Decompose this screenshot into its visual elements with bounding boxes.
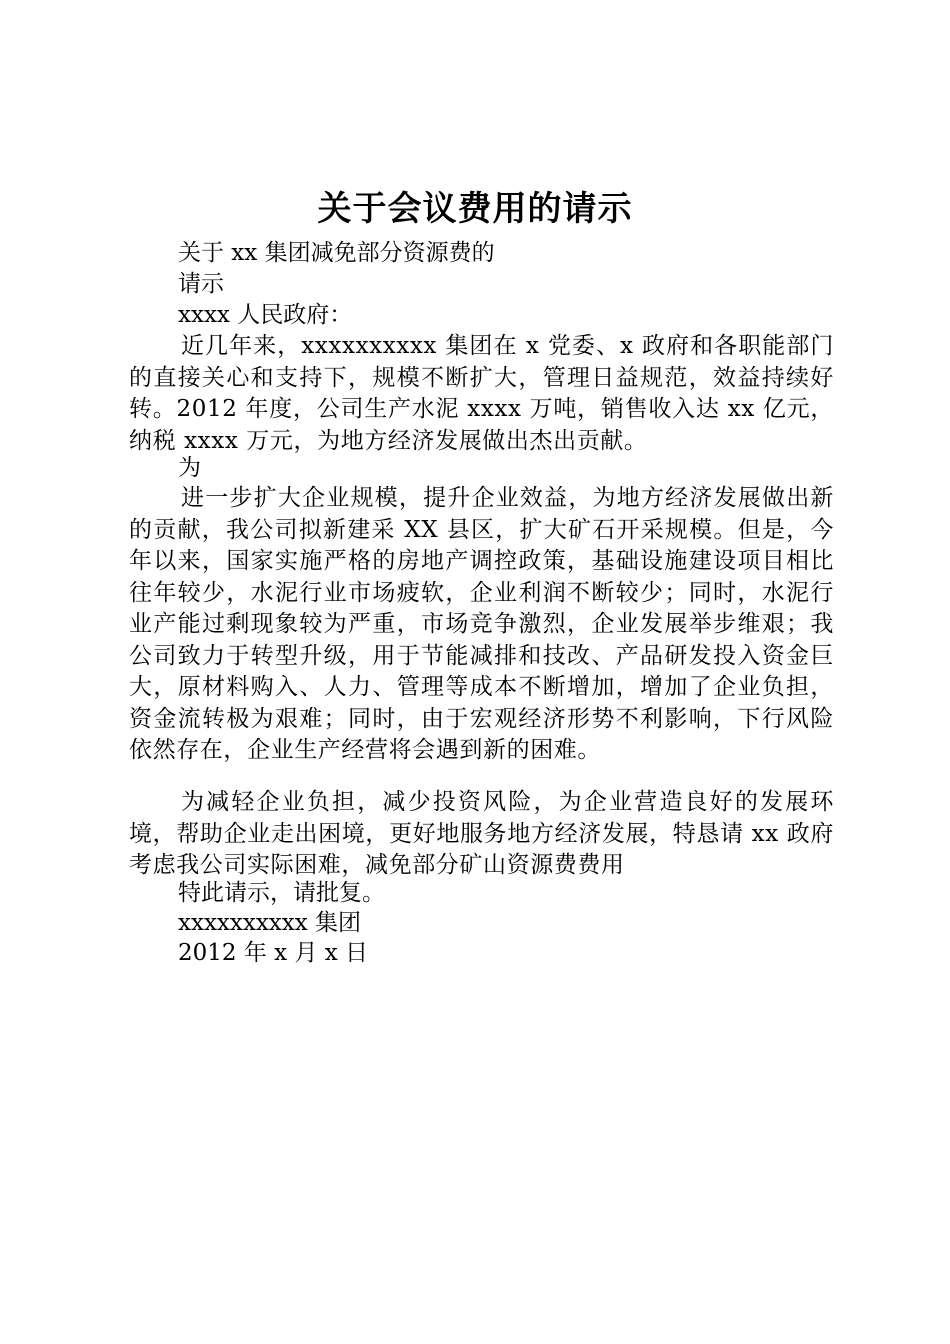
paragraph-1: 近几年来，xxxxxxxxxx 集团在 x 党委、x 政府和各职能部门的直接关心和支持下，规模不断扩大，管理日益规范，效益持续好转。2012 年度，公司生产水泥 xxxx 万吨，销售收入达 xx 亿元，纳税 xxxx 万元，为地方经济发展做出杰出贡献。 bbox=[129, 333, 834, 454]
addressee: xxxx 人民政府： bbox=[178, 302, 353, 328]
subject-line-2: 请示 bbox=[178, 271, 224, 297]
fragment-line: 为 bbox=[178, 455, 201, 481]
paragraph-2: 进一步扩大企业规模，提升企业效益，为地方经济发展做出新的贡献，我公司拟新建采 XX 县区，扩大矿石开采规模。但是，今年以来，国家实施严格的房地产调控政策，基础设施建设项目相比往年较少，水泥行业市场疲软，企业利润不断较少；同时，水泥行业产能过剩现象较为严重，市场竞争激烈，企业发展举步维艰；我公司致力于转型升级，用于节能减排和技改、产品研发投入资金巨大，原材料购入、人力、管理等成本不断增加，增加了企业负担，资金流转极为艰难；同时，由于宏观经济形势不利影响，下行风险依然存在，企业生产经营将会遇到新的困难。 bbox=[129, 485, 834, 763]
paragraph-3: 为减轻企业负担，减少投资风险，为企业营造良好的发展环境，帮助企业走出困境，更好地服务地方经济发展，特恳请 xx 政府考虑我公司实际困难，减免部分矿山资源费费用 bbox=[129, 789, 834, 878]
closing-line: 特此请示，请批复。 bbox=[178, 880, 385, 906]
document-title: 关于会议费用的请示 bbox=[317, 189, 633, 229]
document-date: 2012 年 x 月 x 日 bbox=[178, 940, 369, 966]
subject-line-1: 关于 xx 集团减免部分资源费的 bbox=[178, 240, 495, 266]
signature: xxxxxxxxxx 集团 bbox=[178, 910, 362, 936]
